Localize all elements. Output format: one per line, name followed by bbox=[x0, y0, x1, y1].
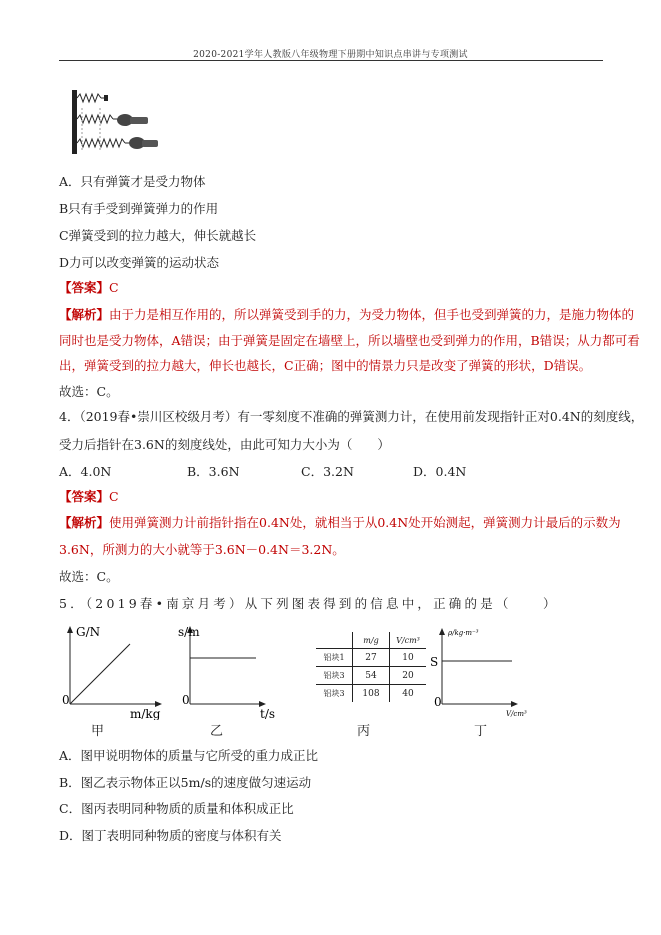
q5-stem: 5．（2019春•南京月考）从下列图表得到的信息中，正确的是（ ） bbox=[59, 596, 559, 611]
q4-answer-tag: 【答案】 bbox=[59, 489, 110, 504]
chart-ding bbox=[428, 624, 538, 720]
q5-option-a: A．图甲说明物体的质量与它所受的重力成正比 bbox=[59, 748, 319, 763]
bing-header-row bbox=[316, 632, 426, 649]
q5-option-d: D．图丁表明同种物质的密度与体积有关 bbox=[59, 828, 282, 843]
q3-option-b: B只有手受到弹簧弹力的作用 bbox=[59, 201, 219, 216]
q3-conclusion: 故选：C。 bbox=[59, 384, 119, 399]
caption-bing: 丙 bbox=[357, 724, 371, 739]
q3-answer bbox=[59, 280, 119, 296]
q4-analysis-line1 bbox=[59, 515, 621, 531]
bing-col-volume: V/cm³ bbox=[390, 632, 427, 649]
jia-xlabel: m/kg bbox=[130, 707, 161, 720]
jia-origin: 0 bbox=[62, 693, 70, 707]
q4-answer-value: C bbox=[109, 489, 119, 504]
jia-ylabel: G/N bbox=[76, 625, 101, 639]
q5-option-c: C．图丙表明同种物质的质量和体积成正比 bbox=[59, 801, 294, 816]
table-row: 铝块1 27 10 bbox=[316, 649, 426, 667]
q4-stem-line1: 4．（2019春•崇川区校级月考）有一零刻度不准确的弹簧测力计，在使用前发现指针正对0.4N的刻度线， bbox=[59, 409, 644, 424]
ding-xlabel: V/cm³ bbox=[506, 710, 527, 718]
q3-analysis-line1 bbox=[59, 307, 634, 323]
header-rule bbox=[59, 60, 603, 61]
q4-option-c: C．3.2N bbox=[301, 464, 354, 479]
spring-figure bbox=[70, 88, 160, 158]
chart-jia bbox=[58, 620, 168, 720]
q3-answer-tag: 【答案】 bbox=[59, 280, 110, 295]
yi-xlabel: t/s bbox=[260, 707, 276, 720]
q4-analysis-text1: 使用弹簧测力计前指针指在0.4N处，就相当于从0.4N处开始测起，弹簧测力计最后的示数为 bbox=[109, 515, 621, 530]
ding-origin: 0 bbox=[434, 695, 442, 709]
jia-line bbox=[70, 644, 130, 704]
q4-options bbox=[59, 462, 599, 480]
hand-bottom bbox=[129, 137, 158, 149]
q3-analysis-line3: 出，弹簧受到的拉力越大，伸长也越长，C正确；图中的情景力只是改变了弹簧的形状，D错误。 bbox=[59, 358, 592, 373]
bing-table bbox=[316, 632, 426, 702]
spring-top bbox=[77, 94, 106, 102]
q3-analysis-tag: 【解析】 bbox=[59, 307, 110, 322]
q5-option-b: B．图乙表示物体正以5m/s的速度做匀速运动 bbox=[59, 775, 312, 790]
caption-ding: 丁 bbox=[474, 724, 488, 739]
q3-analysis-line2: 同时也是受力物体，A错误；由于弹簧是固定在墙壁上，所以墙壁也受到弹力的作用，B错误；从力都可看 bbox=[59, 333, 640, 348]
q4-answer bbox=[59, 489, 119, 505]
caption-yi: 乙 bbox=[210, 724, 224, 739]
chart-yi bbox=[178, 620, 288, 720]
table-bing bbox=[316, 632, 426, 702]
hand-middle bbox=[117, 114, 148, 126]
ding-level-label: S bbox=[430, 655, 439, 669]
spring-middle bbox=[77, 115, 118, 123]
page-header: 2020-2021学年人教版八年级物理下册期中知识点串讲与专项测试 bbox=[193, 50, 468, 60]
q4-option-a: A．4.0N bbox=[59, 464, 112, 479]
q4-analysis-tag: 【解析】 bbox=[59, 515, 110, 530]
table-row: 铝块3 108 40 bbox=[316, 685, 426, 703]
q3-option-c: C弹簧受到的拉力越大，伸长就越长 bbox=[59, 228, 257, 243]
bing-col-mass: m/g bbox=[353, 632, 390, 649]
caption-jia: 甲 bbox=[91, 724, 105, 739]
q4-option-b: B．3.6N bbox=[187, 464, 240, 479]
q4-option-d: D．0.4N bbox=[413, 464, 467, 479]
q3-option-d: D力可以改变弹簧的运动状态 bbox=[59, 255, 220, 270]
q3-analysis-text1: 由于力是相互作用的，所以弹簧受到手的力，为受力物体，但手也受到弹簧的力，是施力物体的 bbox=[109, 307, 635, 322]
q3-answer-value: C bbox=[109, 280, 119, 295]
yi-origin: 0 bbox=[182, 693, 190, 707]
table-row: 铝块3 54 20 bbox=[316, 667, 426, 685]
yi-ylabel: s/m bbox=[178, 625, 200, 639]
q3-option-a: A．只有弹簧才是受力物体 bbox=[59, 174, 206, 189]
q4-analysis-line2: 3.6N，所测力的大小就等于3.6N－0.4N＝3.2N。 bbox=[59, 542, 345, 557]
q4-conclusion: 故选：C。 bbox=[59, 569, 119, 584]
wall bbox=[72, 90, 77, 154]
ding-ylabel: ρ/kg·m⁻³ bbox=[448, 629, 479, 637]
q4-stem-line2: 受力后指针在3.6N的刻度线处，由此可知力大小为（ ） bbox=[59, 437, 390, 452]
spring-bottom bbox=[77, 139, 130, 147]
